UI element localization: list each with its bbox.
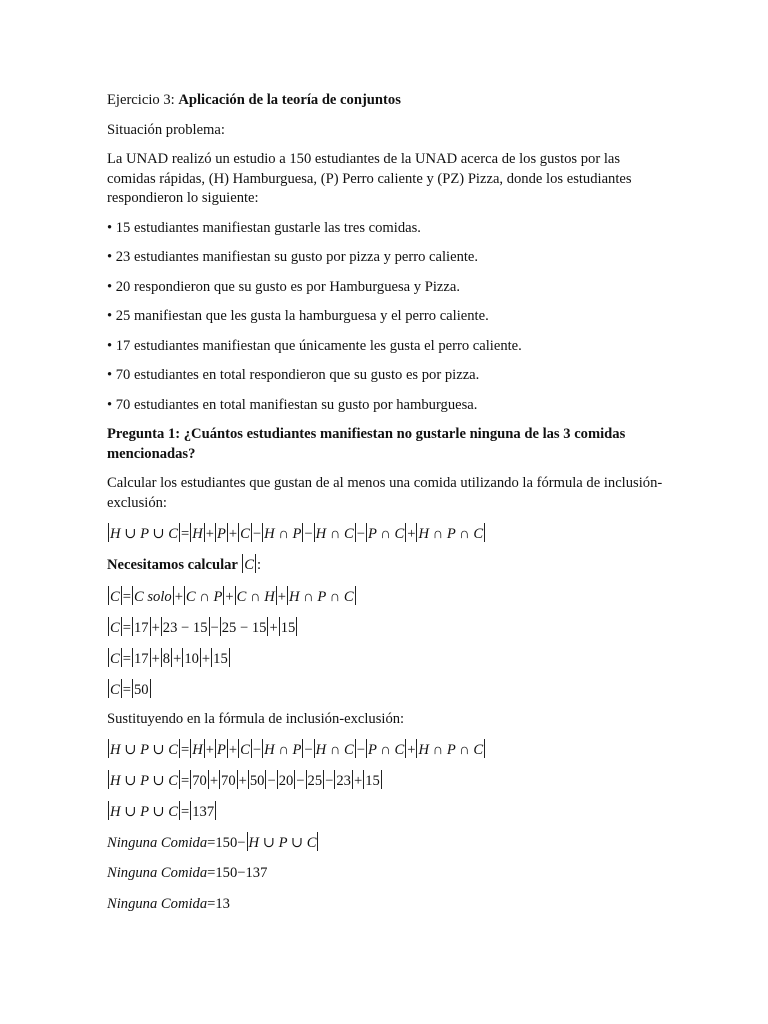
absolute-value-bar	[108, 679, 109, 698]
math-term: 17	[133, 650, 149, 667]
absolute-value-bar	[302, 739, 303, 758]
absolute-value-bar	[276, 586, 277, 605]
absolute-value-bar	[323, 770, 324, 789]
intro-paragraph: La UNAD realizó un estudio a 150 estudiantes de la UNAD acerca de los gustos por las comidas rápidas, (H) Hamburguesa, (P) Perro caliente y (PZ) Pizza, donde los estudiantes respondieron lo siguiente:	[107, 151, 632, 206]
math-term: 137	[192, 804, 215, 820]
absolute-value-bar	[204, 739, 205, 758]
absolute-value-bar	[235, 586, 236, 605]
absolute-value-bar	[132, 617, 133, 636]
math-term: P	[217, 742, 226, 758]
formula-c-result: C = 50	[107, 679, 667, 699]
absolute-value-bar	[108, 617, 109, 636]
absolute-value-bar	[251, 523, 252, 542]
absolute-value-bar	[121, 617, 122, 636]
math-term: H ∩ P ∩ C	[288, 588, 354, 605]
absolute-value-bar	[132, 586, 133, 605]
math-term: H ∩ P	[264, 742, 302, 758]
absolute-value-bar	[314, 739, 315, 758]
absolute-value-bar	[355, 739, 356, 758]
math-term: C ∩ H	[236, 588, 275, 605]
math-term: C ∩ P	[185, 588, 223, 605]
math-term: H ∪ P ∪ C	[110, 773, 178, 789]
math-term: 8	[162, 650, 171, 667]
math-term: H ∩ C	[315, 526, 354, 542]
absolute-value-bar	[238, 523, 239, 542]
bullet-item: • 70 estudiantes en total manifiestan su gusto por hamburguesa.	[107, 396, 478, 413]
question-heading: Pregunta 1: ¿Cuántos estudiantes manifiestan no gustarle ninguna de las 3 comidas mencionadas?	[107, 426, 626, 462]
absolute-value-bar	[121, 586, 122, 605]
absolute-value-bar	[302, 523, 303, 542]
calc-intro: Calcular los estudiantes que gustan de al menos una comida utilizando la fórmula de inclusión-exclusión:	[107, 475, 663, 511]
absolute-value-bar	[405, 523, 406, 542]
absolute-value-bar	[262, 523, 263, 542]
math-term: C	[110, 588, 120, 605]
absolute-value-bar	[355, 586, 356, 605]
absolute-value-bar	[227, 523, 228, 542]
math-term: 15	[365, 773, 380, 789]
absolute-value-bar	[108, 770, 109, 789]
math-term: 50	[249, 773, 265, 789]
absolute-value-bar	[179, 523, 180, 542]
absolute-value-bar	[251, 739, 252, 758]
math-term: Ninguna Comida	[107, 865, 208, 881]
absolute-value-bar	[179, 801, 180, 820]
absolute-value-bar	[208, 770, 209, 789]
absolute-value-bar	[184, 586, 185, 605]
math-term: =13	[207, 896, 230, 912]
math-term: 15	[280, 619, 296, 636]
absolute-value-bar	[161, 648, 162, 667]
exercise-prefix: Ejercicio 3:	[107, 92, 179, 108]
absolute-value-bar	[366, 523, 367, 542]
absolute-value-bar	[238, 739, 239, 758]
absolute-value-bar	[108, 586, 109, 605]
math-term: C	[110, 650, 120, 667]
document-page	[107, 91, 667, 925]
absolute-value-bar	[352, 770, 353, 789]
absolute-value-bar	[248, 770, 249, 789]
absolute-value-bar	[219, 770, 220, 789]
absolute-value-bar	[150, 648, 151, 667]
math-term: H ∪ P ∪ C	[248, 835, 317, 851]
formula-c-definition: C = C solo + C ∩ P + C ∩ H + H ∩ P ∩ C	[107, 586, 667, 606]
math-term: 17	[133, 619, 149, 636]
math-term: Ninguna Comida	[107, 835, 208, 851]
math-term: C	[110, 619, 120, 636]
math-term: Ninguna Comida	[107, 896, 208, 912]
absolute-value-bar	[287, 586, 288, 605]
absolute-value-bar	[108, 648, 109, 667]
exercise-heading	[107, 91, 667, 111]
math-term: 10	[184, 650, 199, 667]
absolute-value-bar	[277, 770, 278, 789]
formula-ninguna-definition	[107, 832, 667, 852]
math-term: H	[192, 526, 203, 542]
absolute-value-bar	[150, 617, 151, 636]
absolute-value-bar	[108, 739, 109, 758]
absolute-value-bar	[121, 679, 122, 698]
math-term: 25 − 15	[221, 619, 267, 636]
absolute-value-bar	[366, 739, 367, 758]
formula-c-substitution: C = 17 + 23 − 15 − 25 − 15 + 15	[107, 617, 667, 637]
math-term: C	[240, 742, 250, 758]
formula-union-result: H ∪ P ∪ C = 137	[107, 801, 667, 821]
absolute-value-bar	[173, 586, 174, 605]
formula-inclusion-exclusion-repeat: H ∪ P ∪ C = H + P + C − H ∩ P − H ∩ C − P ∩ C + H ∩ P ∩ C	[107, 739, 667, 759]
math-term: Necesitamos calcular	[107, 557, 242, 573]
math-term: 23	[336, 773, 351, 789]
absolute-value-bar	[220, 617, 221, 636]
absolute-value-bar	[294, 770, 295, 789]
math-term: C	[244, 557, 255, 573]
absolute-value-bar	[229, 648, 230, 667]
bullet-item: • 17 estudiantes manifiestan que únicamente les gusta el perro caliente.	[107, 337, 522, 354]
math-term: H ∩ P	[264, 526, 302, 542]
absolute-value-bar	[108, 523, 109, 542]
math-term: 70	[192, 773, 207, 789]
formula-union-values: H ∪ P ∪ C = 70 + 70 + 50 − 20 − 25 − 23 + 15	[107, 770, 667, 790]
absolute-value-bar	[121, 648, 122, 667]
absolute-value-bar	[247, 832, 248, 851]
math-term: 15	[213, 650, 228, 667]
absolute-value-bar	[179, 770, 180, 789]
bullet-item: • 15 estudiantes manifiestan gustarle las tres comidas.	[107, 219, 421, 236]
math-term: P	[217, 526, 226, 542]
absolute-value-bar	[209, 617, 210, 636]
math-term: C	[110, 681, 120, 698]
math-term: H ∩ C	[315, 742, 354, 758]
absolute-value-bar	[484, 523, 485, 542]
absolute-value-bar	[255, 554, 256, 573]
absolute-value-bar	[381, 770, 382, 789]
math-term: H ∩ P ∩ C	[418, 742, 484, 758]
math-term: =150−137	[207, 865, 268, 881]
absolute-value-bar	[267, 617, 268, 636]
formula-ninguna-values	[107, 863, 667, 883]
absolute-value-bar	[262, 739, 263, 758]
absolute-value-bar	[179, 739, 180, 758]
absolute-value-bar	[150, 679, 151, 698]
absolute-value-bar	[306, 770, 307, 789]
absolute-value-bar	[484, 739, 485, 758]
absolute-value-bar	[132, 679, 133, 698]
math-term: =150−	[207, 835, 246, 851]
formula-inclusion-exclusion: H ∪ P ∪ C = H + P + C − H ∩ P − H ∩ C − P ∩ C + H ∩ P ∩ C	[107, 523, 667, 543]
math-term: 23 − 15	[162, 619, 208, 636]
formula-ninguna-result	[107, 894, 667, 914]
math-term: 50	[133, 681, 149, 698]
math-term: C solo	[133, 588, 172, 605]
absolute-value-bar	[215, 739, 216, 758]
situation-label: Situación problema:	[107, 121, 225, 138]
absolute-value-bar	[265, 770, 266, 789]
absolute-value-bar	[355, 523, 356, 542]
absolute-value-bar	[296, 617, 297, 636]
math-term: H ∪ P ∪ C	[110, 526, 178, 542]
absolute-value-bar	[211, 648, 212, 667]
math-term: 20	[278, 773, 294, 789]
math-term: P ∩ C	[368, 742, 405, 758]
bullet-item: • 20 respondieron que su gusto es por Hamburguesa y Pizza.	[107, 278, 460, 295]
absolute-value-bar	[215, 523, 216, 542]
absolute-value-bar	[200, 648, 201, 667]
bullet-item: • 70 estudiantes en total respondieron que su gusto es por pizza.	[107, 367, 480, 383]
math-term: H	[192, 742, 203, 758]
need-calc-line	[107, 554, 667, 576]
absolute-value-bar	[132, 648, 133, 667]
math-term: H ∪ P ∪ C	[110, 742, 178, 758]
absolute-value-bar	[204, 523, 205, 542]
absolute-value-bar	[171, 648, 172, 667]
math-term: 70	[221, 773, 236, 789]
absolute-value-bar	[314, 523, 315, 542]
math-term: :	[257, 557, 262, 573]
absolute-value-bar	[405, 739, 406, 758]
absolute-value-bar	[108, 801, 109, 820]
absolute-value-bar	[279, 617, 280, 636]
bullet-item: • 25 manifiestan que les gusta la hamburguesa y el perro caliente.	[107, 308, 489, 324]
math-term: H ∩ P ∩ C	[418, 526, 484, 542]
formula-c-values: C = 17 + 8 + 10 + 15	[107, 648, 667, 668]
math-term: C	[240, 526, 250, 542]
absolute-value-bar	[227, 739, 228, 758]
absolute-value-bar	[317, 832, 318, 851]
math-term: H ∪ P ∪ C	[110, 804, 178, 820]
math-term: P ∩ C	[368, 526, 405, 542]
exercise-title: Aplicación de la teoría de conjuntos	[178, 92, 401, 108]
substitute-label: Sustituyendo en la fórmula de inclusión-exclusión:	[107, 710, 405, 727]
bullet-item: • 23 estudiantes manifiestan su gusto por pizza y perro caliente.	[107, 249, 479, 265]
absolute-value-bar	[237, 770, 238, 789]
absolute-value-bar	[161, 617, 162, 636]
math-term: 25	[307, 773, 323, 789]
absolute-value-bar	[215, 801, 216, 820]
absolute-value-bar	[223, 586, 224, 605]
